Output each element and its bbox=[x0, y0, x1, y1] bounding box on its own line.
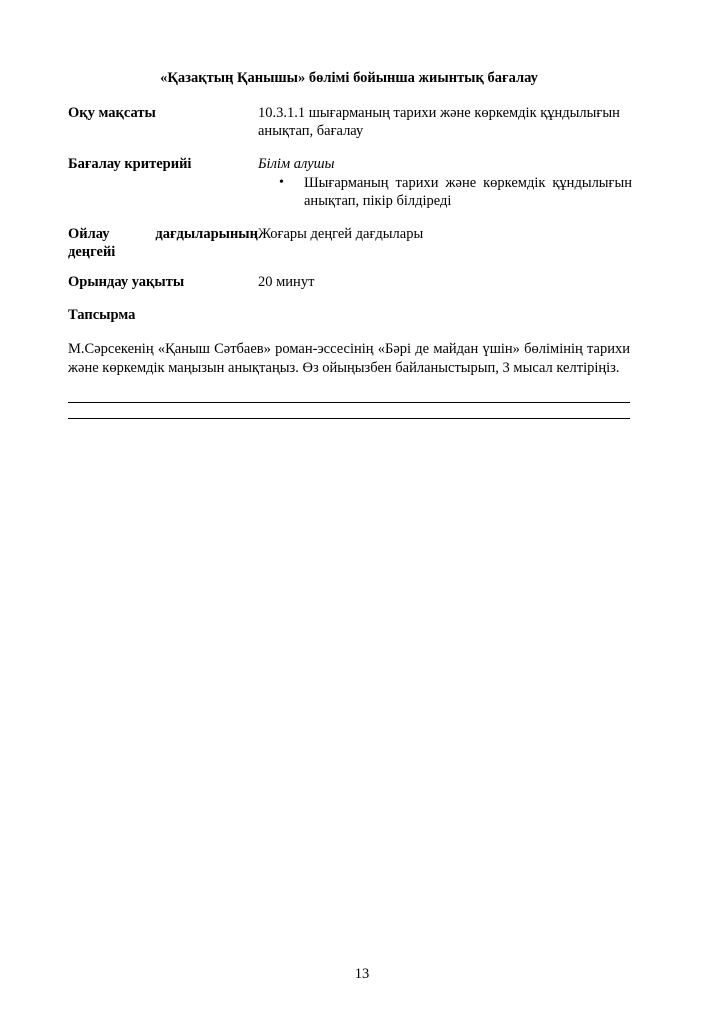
thinking-skills-row bbox=[68, 225, 632, 261]
assessment-criteria-label: Бағалау критерийі bbox=[68, 156, 192, 172]
assessment-criteria-row bbox=[68, 155, 632, 210]
page-number: 13 bbox=[354, 966, 370, 982]
completion-time-value: 20 минут bbox=[258, 274, 315, 290]
learning-objective-label: Оқу мақсаты bbox=[68, 105, 156, 121]
learning-objective-row bbox=[68, 104, 632, 140]
answer-line-2[interactable] bbox=[68, 418, 630, 419]
thinking-skills-label: Ойлау дағдыларының деңгейі bbox=[68, 226, 258, 260]
learning-objective-value: 10.3.1.1 шығарманың тарихи және көркемдік құндылығын анықтап, бағалау bbox=[258, 105, 620, 139]
assessment-criteria-value bbox=[258, 155, 632, 210]
completion-time-row bbox=[68, 273, 632, 291]
completion-time-label: Орындау уақыты bbox=[68, 274, 185, 290]
thinking-skills-value: Жоғары деңгей дағдылары bbox=[258, 226, 424, 242]
task-heading: Тапсырма bbox=[68, 307, 136, 323]
answer-line-1[interactable] bbox=[68, 402, 630, 403]
criteria-bullet-item bbox=[258, 174, 632, 210]
criteria-bullet-text: Шығарманың тарихи және көркемдік құндылығын анықтап, пікір білдіреді bbox=[304, 175, 632, 209]
document-title: «Қазақтың Қанышы» бөлімі бойынша жиынтық бағалау bbox=[160, 70, 538, 86]
criteria-intro: Білім алушы bbox=[258, 156, 335, 172]
bullet-icon: • bbox=[279, 175, 284, 190]
task-text: М.Сәрсекенің «Қаныш Сәтбаев» роман-эссесінің «Бәрі де майдан үшін» бөлімінің тарихи және көркемдік маңызын анықтаңыз. Өз ойыңызбен байланыстырып, 3 мысал келтіріңіз. bbox=[68, 341, 630, 376]
